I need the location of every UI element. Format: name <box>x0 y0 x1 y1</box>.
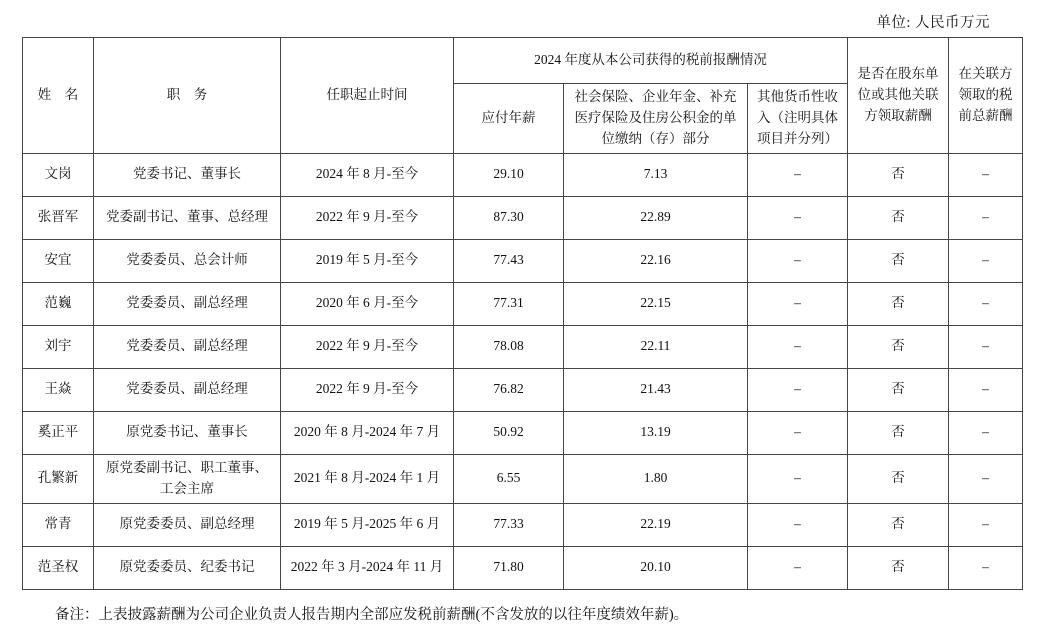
cell-annual-salary: 77.33 <box>454 503 564 546</box>
cell-other-income: – <box>748 411 848 454</box>
table-row <box>23 239 1023 282</box>
cell-tenure: 2022 年 3 月-2024 年 11 月 <box>281 546 454 589</box>
cell-other-income: – <box>748 454 848 503</box>
cell-social-insurance: 7.13 <box>564 153 748 196</box>
cell-annual-salary: 77.31 <box>454 282 564 325</box>
cell-annual-salary: 78.08 <box>454 325 564 368</box>
col-header-comp-group-2024: 2024 年度从本公司获得的税前报酬情况 <box>454 38 848 84</box>
cell-shareholder-pay: 否 <box>848 196 949 239</box>
cell-shareholder-pay: 否 <box>848 454 949 503</box>
cell-related-total: – <box>949 196 1023 239</box>
cell-position: 党委书记、董事长 <box>94 153 281 196</box>
cell-social-insurance: 20.10 <box>564 546 748 589</box>
cell-position: 原党委书记、董事长 <box>94 411 281 454</box>
table-row <box>23 503 1023 546</box>
compensation-table <box>22 37 1023 590</box>
cell-position: 原党委委员、纪委书记 <box>94 546 281 589</box>
cell-position: 党委委员、副总经理 <box>94 325 281 368</box>
cell-name: 范巍 <box>23 282 94 325</box>
cell-name: 奚正平 <box>23 411 94 454</box>
cell-shareholder-pay: 否 <box>848 503 949 546</box>
footnote: 备注：上表披露薪酬为公司企业负责人报告期内全部应发税前薪酬(不含发放的以往年度绩效年薪)。 <box>55 607 689 623</box>
cell-position: 党委副书记、董事、总经理 <box>94 196 281 239</box>
cell-name: 范圣权 <box>23 546 94 589</box>
cell-related-total: – <box>949 325 1023 368</box>
cell-tenure: 2019 年 5 月-至今 <box>281 239 454 282</box>
cell-name: 刘宇 <box>23 325 94 368</box>
cell-annual-salary: 87.30 <box>454 196 564 239</box>
cell-position: 原党委委员、副总经理 <box>94 503 281 546</box>
cell-name: 孔繁新 <box>23 454 94 503</box>
header-row-top <box>23 38 1023 84</box>
cell-related-total: – <box>949 546 1023 589</box>
cell-name: 王焱 <box>23 368 94 411</box>
table-row <box>23 368 1023 411</box>
cell-related-total: – <box>949 411 1023 454</box>
cell-shareholder-pay: 否 <box>848 411 949 454</box>
cell-name: 文岗 <box>23 153 94 196</box>
col-header-related-total: 在关联方领取的税前总薪酬 <box>949 38 1023 154</box>
cell-social-insurance: 22.16 <box>564 239 748 282</box>
col-header-other-income: 其他货币性收入（注明具体项目并分列） <box>748 84 848 154</box>
cell-tenure: 2021 年 8 月-2024 年 1 月 <box>281 454 454 503</box>
cell-position: 党委委员、副总经理 <box>94 282 281 325</box>
col-header-shareholder-pay: 是否在股东单位或其他关联方领取薪酬 <box>848 38 949 154</box>
cell-tenure: 2022 年 9 月-至今 <box>281 368 454 411</box>
cell-other-income: – <box>748 153 848 196</box>
cell-name: 张晋军 <box>23 196 94 239</box>
cell-tenure: 2024 年 8 月-至今 <box>281 153 454 196</box>
cell-shareholder-pay: 否 <box>848 153 949 196</box>
cell-shareholder-pay: 否 <box>848 325 949 368</box>
cell-tenure: 2022 年 9 月-至今 <box>281 196 454 239</box>
cell-other-income: – <box>748 546 848 589</box>
cell-other-income: – <box>748 325 848 368</box>
cell-annual-salary: 50.92 <box>454 411 564 454</box>
cell-social-insurance: 21.43 <box>564 368 748 411</box>
cell-related-total: – <box>949 368 1023 411</box>
cell-related-total: – <box>949 239 1023 282</box>
unit-label: 单位: 人民币万元 <box>876 15 990 31</box>
cell-social-insurance: 22.11 <box>564 325 748 368</box>
cell-annual-salary: 76.82 <box>454 368 564 411</box>
cell-other-income: – <box>748 368 848 411</box>
table-row <box>23 454 1023 503</box>
table-row <box>23 153 1023 196</box>
table-header <box>23 38 1023 154</box>
cell-social-insurance: 1.80 <box>564 454 748 503</box>
table-row <box>23 196 1023 239</box>
col-header-annual-salary: 应付年薪 <box>454 84 564 154</box>
cell-position: 原党委副书记、职工董事、工会主席 <box>94 454 281 503</box>
cell-tenure: 2022 年 9 月-至今 <box>281 325 454 368</box>
cell-tenure: 2019 年 5 月-2025 年 6 月 <box>281 503 454 546</box>
cell-name: 安宜 <box>23 239 94 282</box>
table-row <box>23 411 1023 454</box>
cell-tenure: 2020 年 6 月-至今 <box>281 282 454 325</box>
cell-position: 党委委员、总会计师 <box>94 239 281 282</box>
cell-other-income: – <box>748 503 848 546</box>
cell-other-income: – <box>748 196 848 239</box>
cell-position: 党委委员、副总经理 <box>94 368 281 411</box>
table-row <box>23 546 1023 589</box>
cell-social-insurance: 22.19 <box>564 503 748 546</box>
cell-related-total: – <box>949 503 1023 546</box>
table-row <box>23 325 1023 368</box>
cell-social-insurance: 22.89 <box>564 196 748 239</box>
cell-annual-salary: 71.80 <box>454 546 564 589</box>
cell-shareholder-pay: 否 <box>848 282 949 325</box>
cell-related-total: – <box>949 282 1023 325</box>
cell-other-income: – <box>748 239 848 282</box>
table-body <box>23 153 1023 589</box>
col-header-position: 职 务 <box>94 38 281 154</box>
cell-other-income: – <box>748 282 848 325</box>
cell-social-insurance: 22.15 <box>564 282 748 325</box>
col-header-tenure: 任职起止时间 <box>281 38 454 154</box>
cell-shareholder-pay: 否 <box>848 239 949 282</box>
cell-shareholder-pay: 否 <box>848 368 949 411</box>
cell-tenure: 2020 年 8 月-2024 年 7 月 <box>281 411 454 454</box>
cell-annual-salary: 6.55 <box>454 454 564 503</box>
cell-annual-salary: 77.43 <box>454 239 564 282</box>
col-header-social-insurance: 社会保险、企业年金、补充医疗保险及住房公积金的单位缴纳（存）部分 <box>564 84 748 154</box>
cell-annual-salary: 29.10 <box>454 153 564 196</box>
cell-shareholder-pay: 否 <box>848 546 949 589</box>
table-row <box>23 282 1023 325</box>
cell-related-total: – <box>949 454 1023 503</box>
col-header-name: 姓 名 <box>23 38 94 154</box>
cell-name: 常青 <box>23 503 94 546</box>
cell-social-insurance: 13.19 <box>564 411 748 454</box>
cell-related-total: – <box>949 153 1023 196</box>
